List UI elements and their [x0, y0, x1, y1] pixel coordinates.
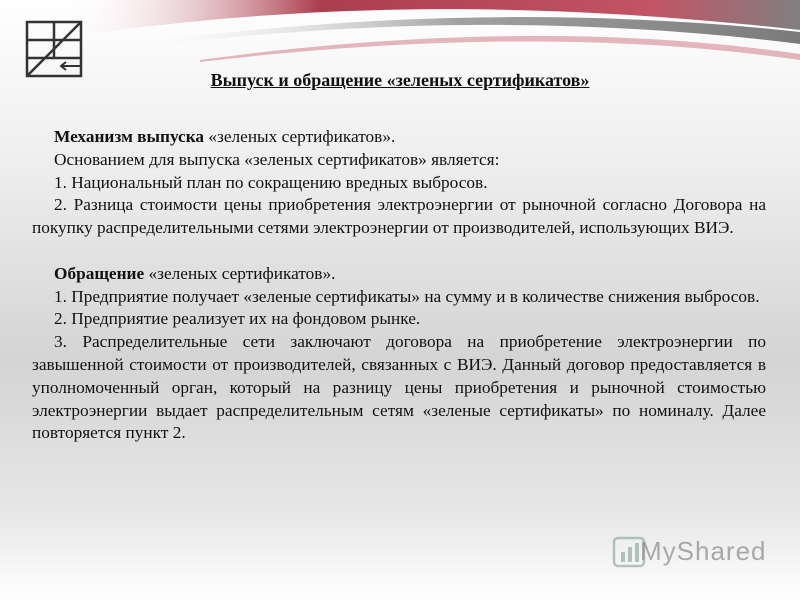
header-swoosh-decoration — [0, 0, 800, 80]
paragraph-gap — [32, 240, 766, 263]
section2-heading — [32, 263, 766, 286]
section1-heading — [32, 126, 766, 149]
watermark: MyShared — [640, 536, 767, 566]
slide-body — [32, 126, 766, 445]
back-arrow-icon — [61, 62, 80, 70]
section1-line-2: 2. Разница стоимости цены приобретения электроэнергии от рыночной согласно Договора на покупку распределительными сетями электроэнергии от производителей, использующих ВИЭ. — [32, 195, 766, 238]
slide-title: Выпуск и обращение «зеленых сертификатов» — [210, 70, 590, 90]
section2-line-0: 1. Предприятие получает «зеленые сертификаты» на сумму и в количестве снижения выбросов. — [54, 286, 760, 306]
section1-heading-rest: «зеленых сертификатов». — [204, 127, 396, 146]
section1-line-0: Основанием для выпуска «зеленых сертификатов» является: — [54, 149, 500, 169]
grid-logo-icon — [24, 20, 84, 78]
section1-heading-bold: Механизм выпуска — [54, 127, 205, 146]
section1-line-1: 1. Национальный план по сокращению вредных выбросов. — [54, 172, 488, 192]
section2-heading-bold: Обращение — [54, 263, 145, 283]
section2-line-2: 3. Распределительные сети заключают договора на приобретение электроэнергии по завышенной стоимости от производителей, связанных с ВИЭ. Данный договор предоставляется в уполномоченный орган, который на разницу цены приобретения и рыночной стоимостью электроэнергии выдает распределительным сетям «зеленые сертификаты» по номиналу. Далее повторяется пункт 2. — [32, 332, 766, 443]
section2-line-1: 2. Предприятие реализует их на фондовом рынке. — [54, 309, 421, 329]
section2-heading-rest: «зеленых сертификатов». — [144, 263, 336, 283]
